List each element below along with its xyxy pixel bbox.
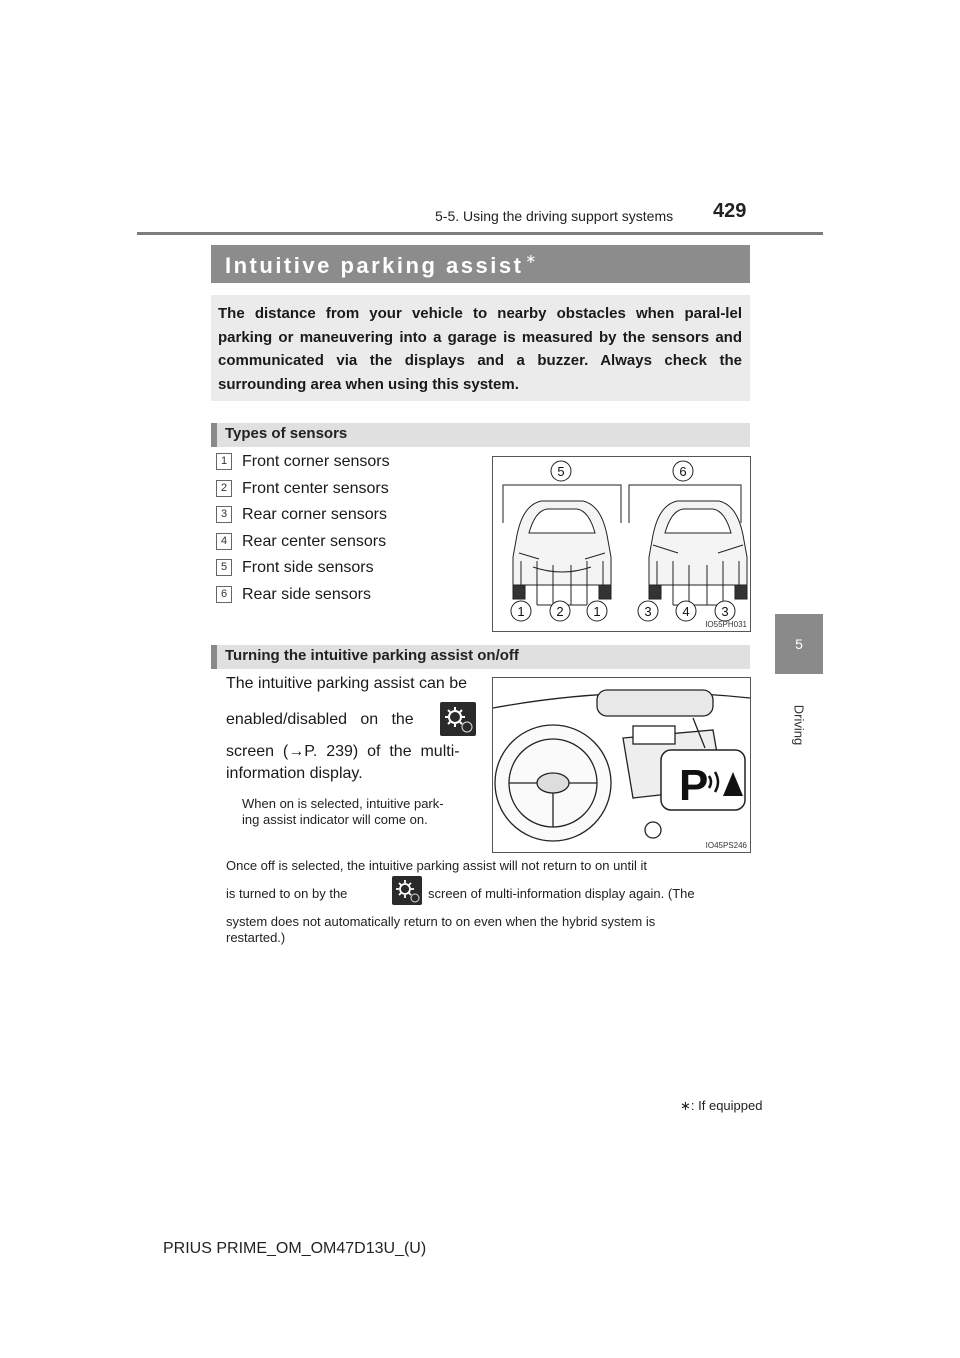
section-title: 5-5. Using the driving support systems bbox=[435, 208, 674, 224]
note-line: is turned to on by the bbox=[226, 886, 348, 901]
turning-heading: Turning the intuitive parking assist on/off bbox=[211, 645, 750, 669]
parking-indicator-letter: P bbox=[679, 761, 709, 810]
figure-code: IO45PS246 bbox=[705, 841, 747, 850]
intro-text: The distance from your vehicle to nearby obstacles when paral-lel parking or maneuvering into a garage is measured by the sensors and communicated via the displays and a buzzer. Always check the surrounding area when using this system. bbox=[218, 305, 742, 393]
body-line: screen (→P. 239) of the multi- bbox=[226, 743, 460, 760]
callout-label: 1 bbox=[593, 604, 601, 619]
note-line: When on is selected, intuitive park- bbox=[242, 796, 444, 811]
dashboard-figure bbox=[492, 677, 751, 853]
list-item: 5 Front side sensors bbox=[216, 559, 374, 581]
equipped-mark: ∗ bbox=[680, 1098, 691, 1113]
page-number: 429 bbox=[713, 200, 747, 222]
header-rule bbox=[137, 232, 823, 235]
list-item: 1 Front corner sensors bbox=[216, 453, 390, 475]
footnote: ∗: If equipped bbox=[680, 1098, 763, 1113]
callout-label: 3 bbox=[721, 604, 729, 619]
types-of-sensors-heading: Types of sensors bbox=[211, 423, 750, 447]
chapter-tab: 5 bbox=[775, 614, 823, 674]
callout-label: 6 bbox=[679, 464, 687, 479]
callout-label: 5 bbox=[557, 464, 565, 479]
page-ref-arrow: → bbox=[288, 743, 305, 760]
equipped-mark: ∗ bbox=[525, 251, 537, 266]
body-line: The intuitive parking assist can be bbox=[226, 675, 468, 692]
figure-code: IO55PH031 bbox=[705, 620, 747, 629]
page-heading: Intuitive parking assist ∗ bbox=[225, 251, 537, 278]
callout-label: 4 bbox=[682, 604, 690, 619]
callout-label: 3 bbox=[644, 604, 652, 619]
note-line: restarted.) bbox=[226, 930, 286, 945]
body-line: information display. bbox=[226, 765, 363, 782]
chapter-label: Driving bbox=[791, 704, 807, 746]
dashboard-diagram bbox=[493, 678, 750, 852]
note-line: system does not automatically return to on even when the hybrid system is bbox=[226, 914, 656, 929]
callout-label: 2 bbox=[556, 604, 564, 619]
list-item: 4 Rear center sensors bbox=[216, 533, 386, 555]
list-item: 3 Rear corner sensors bbox=[216, 506, 387, 528]
callout-label: 1 bbox=[517, 604, 525, 619]
list-item: 2 Front center sensors bbox=[216, 480, 389, 502]
settings-screen-icon bbox=[440, 702, 476, 736]
title-bar bbox=[211, 245, 750, 283]
sensor-diagram bbox=[493, 457, 750, 631]
intro-box bbox=[211, 295, 750, 401]
document-footer: PRIUS PRIME_OM_OM47D13U_(U) bbox=[163, 1240, 427, 1257]
note-line: Once off is selected, the intuitive parking assist will not return to on until it bbox=[226, 858, 648, 873]
settings-screen-icon bbox=[392, 876, 422, 905]
body-line: enabled/disabled on the bbox=[226, 711, 414, 728]
note-line: ing assist indicator will come on. bbox=[242, 812, 428, 827]
sensor-figure bbox=[492, 456, 751, 632]
list-item: 6 Rear side sensors bbox=[216, 586, 371, 608]
note-line: screen of multi-information display again. (The bbox=[428, 886, 695, 901]
